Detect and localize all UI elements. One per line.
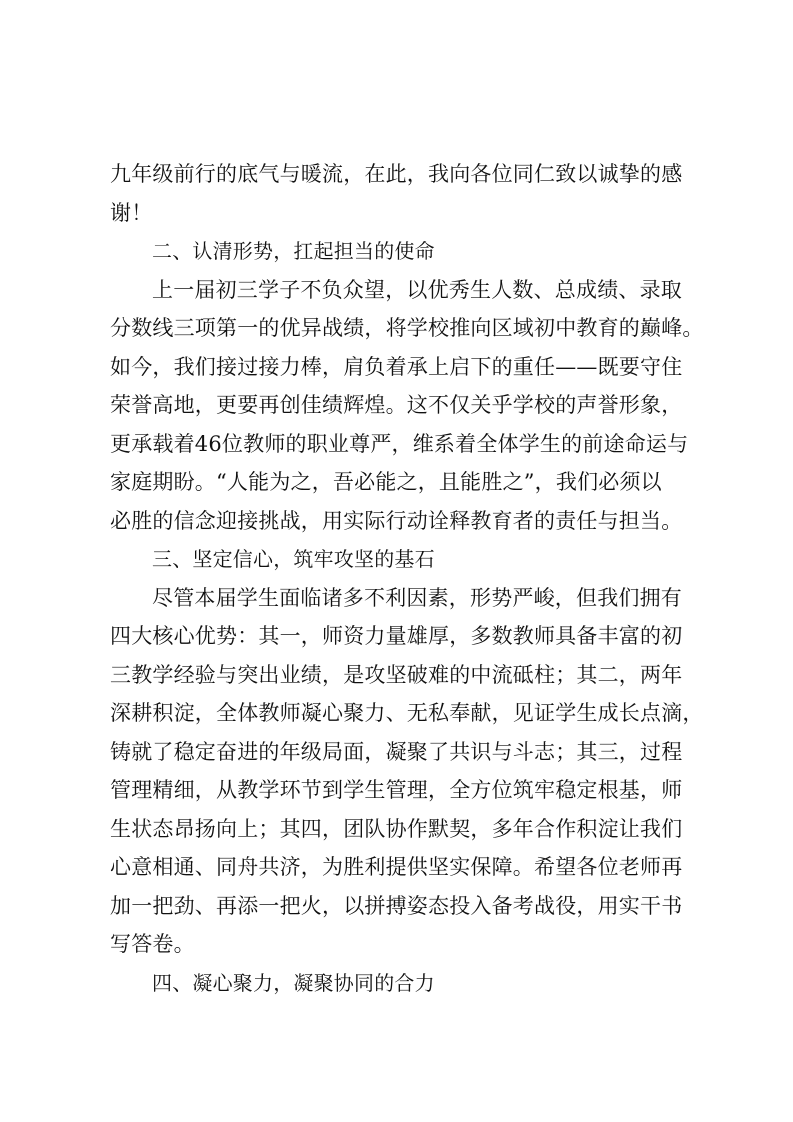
text-line: 心意相通、同舟共济，为胜利提供坚实保障。希望各位老师再 <box>110 855 683 879</box>
text-line: 谢！ <box>110 200 153 225</box>
text-line: 管理精细，从教学环节到学生管理，全方位筑牢稳定根基，师 <box>110 778 683 802</box>
text-line: 铸就了稳定奋进的年级局面，凝聚了共识与斗志；其三，过程 <box>110 739 683 764</box>
paragraph <box>110 579 704 964</box>
section-heading-3: 三、坚定信心，筑牢攻坚的基石 <box>152 547 435 571</box>
text-line: 四大核心优势：其一，师资力量雄厚，多数教师具备丰富的初 <box>110 624 683 648</box>
paragraph <box>110 271 704 541</box>
text-line: 家庭期盼。“人能为之，吾必能之，且能胜之”，我们必须以 <box>110 470 662 494</box>
text-line: 尽管本届学生面临诸多不利因素，形势严峻，但我们拥有 <box>152 585 682 610</box>
text-line: 三教学经验与突出业绩，是攻坚破难的中流砥柱；其二，两年 <box>110 662 683 687</box>
text-line: 加一把劲、再添一把火，以拼搏姿态投入备考战役，用实干书 <box>110 893 683 918</box>
paragraph-continued <box>110 155 685 232</box>
text-line: 更承载着46位教师的职业尊严，维系着全体学生的前途命运与 <box>110 431 689 456</box>
text-line: 必胜的信念迎接挑战，用实际行动诠释教育者的责任与担当。 <box>110 508 683 533</box>
text-line: 荣誉高地，更要再创佳绩辉煌。这不仅关乎学校的声誉形象， <box>110 393 683 417</box>
text-line: 分数线三项第一的优异战绩，将学校推向区域初中教育的巅峰。 <box>110 316 704 340</box>
text-line: 写答卷。 <box>110 932 195 956</box>
section-heading-2: 二、认清形势，扛起担当的使命 <box>152 239 435 263</box>
text-line: 如今，我们接过接力棒，肩负着承上启下的重任——既要守住 <box>110 354 683 379</box>
text-line: 上一届初三学子不负众望，以优秀生人数、总成绩、录取 <box>152 277 682 302</box>
text-line: 九年级前行的底气与暖流，在此，我向各位同仁致以诚挚的感 <box>110 162 683 186</box>
document-body <box>110 155 704 1002</box>
text-line: 深耕积淀，全体教师凝心聚力、无私奉献，见证学生成长点滴， <box>110 701 704 725</box>
text-line: 生状态昂扬向上；其四，团队协作默契，多年合作积淀让我们 <box>110 816 683 841</box>
section-heading-4: 四、凝心聚力，凝聚协同的合力 <box>152 970 435 995</box>
